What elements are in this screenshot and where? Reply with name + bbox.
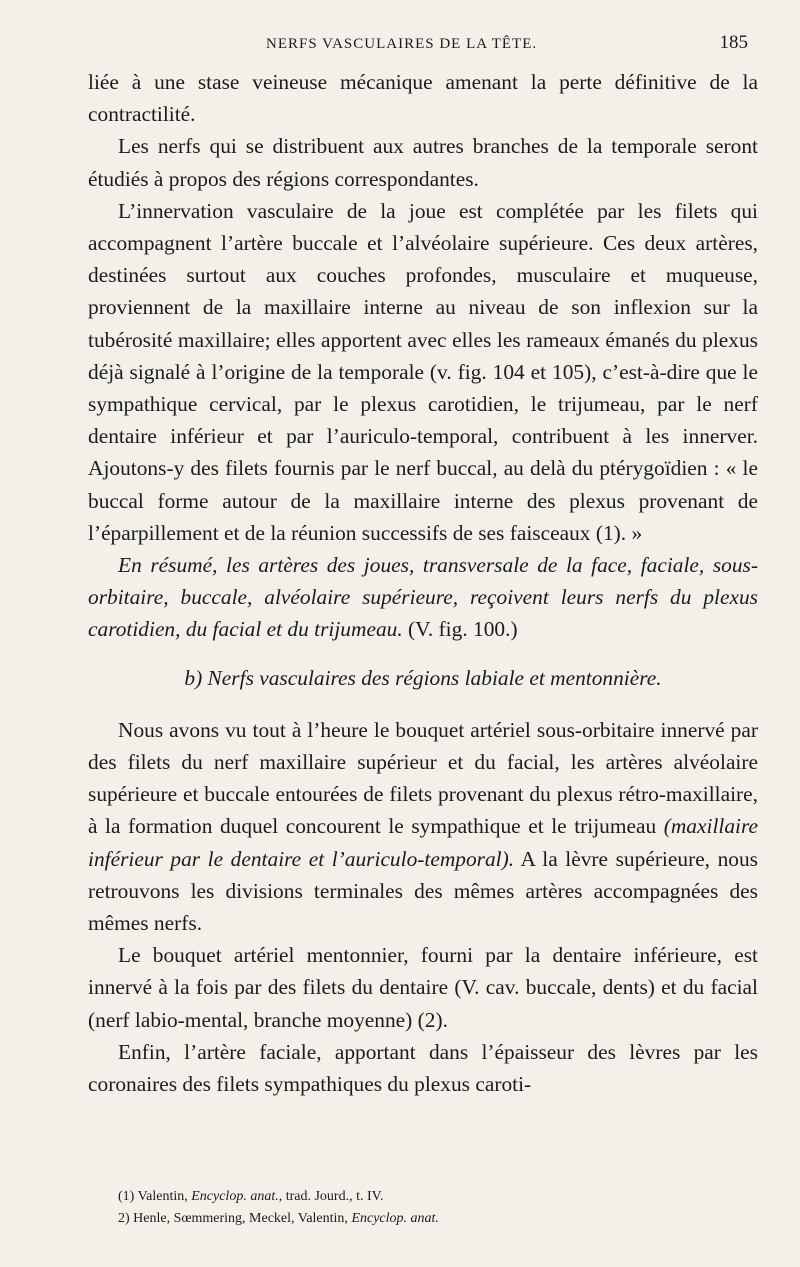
running-head: NERFS VASCULAIRES DE LA TÊTE.	[266, 36, 538, 52]
footnote-1-rest: trad. Jourd., t. IV.	[285, 1189, 384, 1204]
footnote-2	[118, 1208, 718, 1230]
paragraph-resume	[88, 549, 758, 646]
page-number: 185	[719, 32, 748, 53]
page-header	[88, 30, 748, 60]
paragraph-joue: L’innervation vasculaire de la joue est complétée par les filets qui accompagnent l’artère buccale et l’alvéolaire supérieure. Ces deux artères, destinées surtout aux couches profondes, musculaire et muqueuse, proviennent de la maxillaire interne au niveau de son inflexion sur la tubérosité maxillaire; elles apportent avec elles les rameaux émanés du plexus déjà signalé à l’origine de la temporale (v. fig. 104 et 105), c’est-à-dire que le sympathique cervical, par le plexus carotidien, le trijumeau, par le nerf dentaire inférieur et par l’auriculo-temporal, contribuent à les innerver. Ajoutons-y des filets fournis par le nerf buccal, au delà du ptérygoïdien : « le buccal forme autour de la maxillaire interne des plexus provenant de l’éparpillement et de la réunion successifs de ses faisceaux (1). »	[88, 198, 758, 545]
section-subheading: b) Nerfs vasculaires des régions labiale et mentonnière.	[184, 665, 662, 690]
footnote-1-title: Encyclop. anat.,	[191, 1189, 283, 1204]
body-text	[88, 66, 758, 1100]
resume-figure-ref: (V. fig. 100.)	[408, 617, 518, 642]
footnote-1-number: (1)	[118, 1189, 135, 1204]
paragraph-faciale: Enfin, l’artère faciale, apportant dans l’épaisseur des lèvres par les coronaires des filets sympathiques du plexus caroti-	[88, 1039, 758, 1097]
resume-italic: En résumé, les artères des joues, transversale de la face, faciale, sous-orbitaire, buccale, alvéolaire supérieure, reçoivent leurs nerfs du plexus carotidien, du facial et du trijumeau.	[88, 553, 758, 642]
footnote-1-author: Valentin,	[137, 1189, 188, 1204]
paragraph-sous-orbitaire	[88, 714, 758, 939]
footnote-1	[118, 1186, 718, 1208]
paragraph-continuation: liée à une stase veineuse mécanique amenant la perte définitive de la contractilité.	[88, 70, 758, 127]
footnote-2-title: Encyclop. anat.	[351, 1211, 439, 1226]
footnotes	[118, 1186, 718, 1230]
sous-orbitaire-italic: (maxillaire inférieur par le dentaire et l’auriculo-temporal).	[88, 814, 758, 871]
footnote-2-number: 2)	[118, 1211, 130, 1226]
footnote-2-author: Henle, Sœmmering, Meckel, Valentin,	[133, 1211, 348, 1226]
paragraph-mentonnier: Le bouquet artériel mentonnier, fourni par la dentaire inférieure, est innervé à la fois par des filets du dentaire (V. cav. buccale, dents) et du facial (nerf labio-mental, branche moyenne) (2).	[88, 943, 758, 1032]
paragraph-temporale: Les nerfs qui se distribuent aux autres branches de la temporale seront étudiés à propos des régions correspondantes.	[88, 134, 758, 191]
sous-orbitaire-text: Nous avons vu tout à l’heure le bouquet artériel sous-orbitaire innervé par des filets du nerf maxillaire supérieur et du facial, les artères alvéolaire supérieure et buccale entourées de filets provenant du plexus rétro-maxillaire, à la formation duquel concourent le sympathique et le trijumeau	[88, 717, 758, 839]
levre-superieure-text: A la lèvre supérieure, nous retrouvons les divisions terminales des mêmes artères accompagnées des mêmes nerfs.	[88, 846, 759, 936]
